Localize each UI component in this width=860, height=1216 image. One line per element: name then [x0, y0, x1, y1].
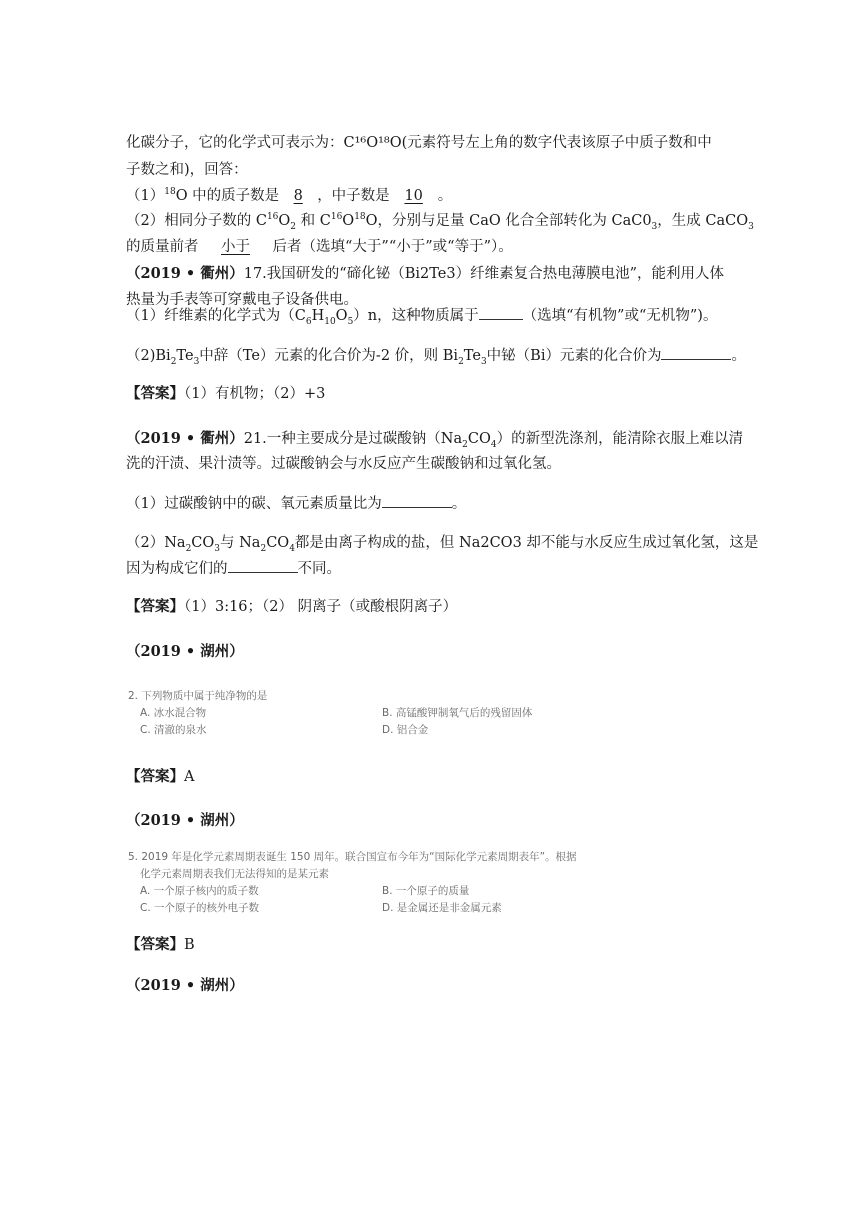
option-d: D. 是金属还是非金属元素: [382, 902, 502, 914]
answer-neutron-number: 10: [404, 188, 423, 204]
scanned-stem: 2. 下列物质中属于纯净物的是: [128, 690, 268, 702]
answer-compare: 小于: [221, 239, 250, 255]
intro-line-1: 化碳分子，它的化学式可表示为：C¹⁶O¹⁸O(元素符号左上角的数字代表该原子中质子数和中: [126, 135, 712, 151]
q17-stem-line-1: （2019 • 衢州）17.我国研发的“碲化铋（Bi2Te3）纤维素复合热电薄膜电池”，能利用人体: [126, 265, 724, 282]
q17-answer: 【答案】（1）有机物；（2）+3: [126, 385, 326, 402]
option-d: D. 铝合金: [382, 724, 429, 736]
q21-part-2: $(2)Na_2CO_3$与 $Na_2CO_4$都是由离子构成的盐，但 Na2CO3 却不能与水反应生成过氧化氢，这是: [126, 535, 759, 554]
source-label: （2019 • 湖州）: [126, 812, 244, 829]
q21-stem-line-2: 洗的汗渍、果汁渍等。过碳酸钠会与水反应产生碳酸钠和过氧化氢。: [126, 456, 561, 472]
option-c: C. 一个原子的核外电子数: [140, 902, 260, 914]
scanned-options-row: [128, 883, 648, 900]
q17-part-2: $(2)Bi_2Te_3$中辞（Te）元素的化合价为-2 价，则 $Bi_2Te_3$中铋（Bi）元素的化合价为 。: [126, 345, 746, 366]
source-label: （2019 • 衢州）: [126, 265, 244, 282]
q21-part-1: （1）过碳酸钠中的碳、氧元素质量比为 。: [126, 493, 466, 514]
q21-stem-line-1: （2019 • 衢州）21.一种主要成分是过碳酸钠$(Na_2CO_4)$的新型洗涤剂，能清除衣服上难以清: [126, 430, 744, 450]
source-label: （2019 • 湖州）: [126, 977, 244, 994]
scanned-question-image: [128, 688, 648, 739]
q21-answer: 【答案】（1）3:16；（2） 阴离子（或酸根阴离子）: [126, 598, 458, 615]
blank-q21-2: [228, 558, 298, 573]
intro-line-2: 子数之和)，回答：: [126, 162, 248, 178]
option-a: A. 一个原子核内的质子数: [140, 885, 259, 897]
scanned-stem-2: 化学元素周期表我们无法得知的是某元素: [140, 868, 329, 880]
blank-q17-2: [661, 345, 731, 360]
scanned-options-row: [128, 705, 648, 722]
scanned-options-row: [128, 722, 648, 739]
option-c: C. 清澈的泉水: [140, 724, 207, 736]
source-label: （2019 • 湖州）: [126, 643, 244, 660]
q17-stem-line-2: 热量为手表等可穿戴电子设备供电。: [126, 292, 358, 308]
intro-question-2: （2）相同分子数的 $C^{16}O_2$ 和 $C^{16}O^{18}O$，分别与足量 CaO 化合全部转化为 $CaC0_3$，生成 CaCO$_3$: [126, 212, 754, 232]
option-a: A. 冰水混合物: [140, 707, 207, 719]
intro-question-2-line-2: 的质量前者 小于 后者（选填“大于”“小于”或“等于”）。: [126, 239, 513, 255]
scanned-options-row: [128, 900, 648, 917]
scanned-question-image: [128, 849, 648, 917]
blank-q21-1: [382, 493, 452, 508]
scanned-stem: 5. 2019 年是化学元素周期表诞生 150 周年。联合国宣布今年为“国际化学元素周期表年”。根据: [128, 851, 577, 863]
q21-part-2-line-2: 因为构成它们的 不同。: [126, 558, 341, 579]
blank-q17-1: [479, 305, 523, 320]
q17-part-1: （1）纤维素的化学式为$(C_6H_{10}O_5)n$，这种物质属于 （选填“有机物”或“无机物”)。: [126, 305, 717, 326]
q2-answer: 【答案】A: [126, 768, 195, 785]
q5-answer: 【答案】B: [126, 936, 195, 953]
answer-proton-number: 8: [293, 188, 303, 204]
source-label: （2019 • 衢州）: [126, 430, 244, 447]
intro-question-1: $(1)^{18}O$ 中的质子数是 8 ，中子数是 10 。: [126, 187, 453, 204]
option-b: B. 高锰酸钾制氧气后的残留固体: [382, 707, 533, 719]
option-b: B. 一个原子的质量: [382, 885, 470, 897]
